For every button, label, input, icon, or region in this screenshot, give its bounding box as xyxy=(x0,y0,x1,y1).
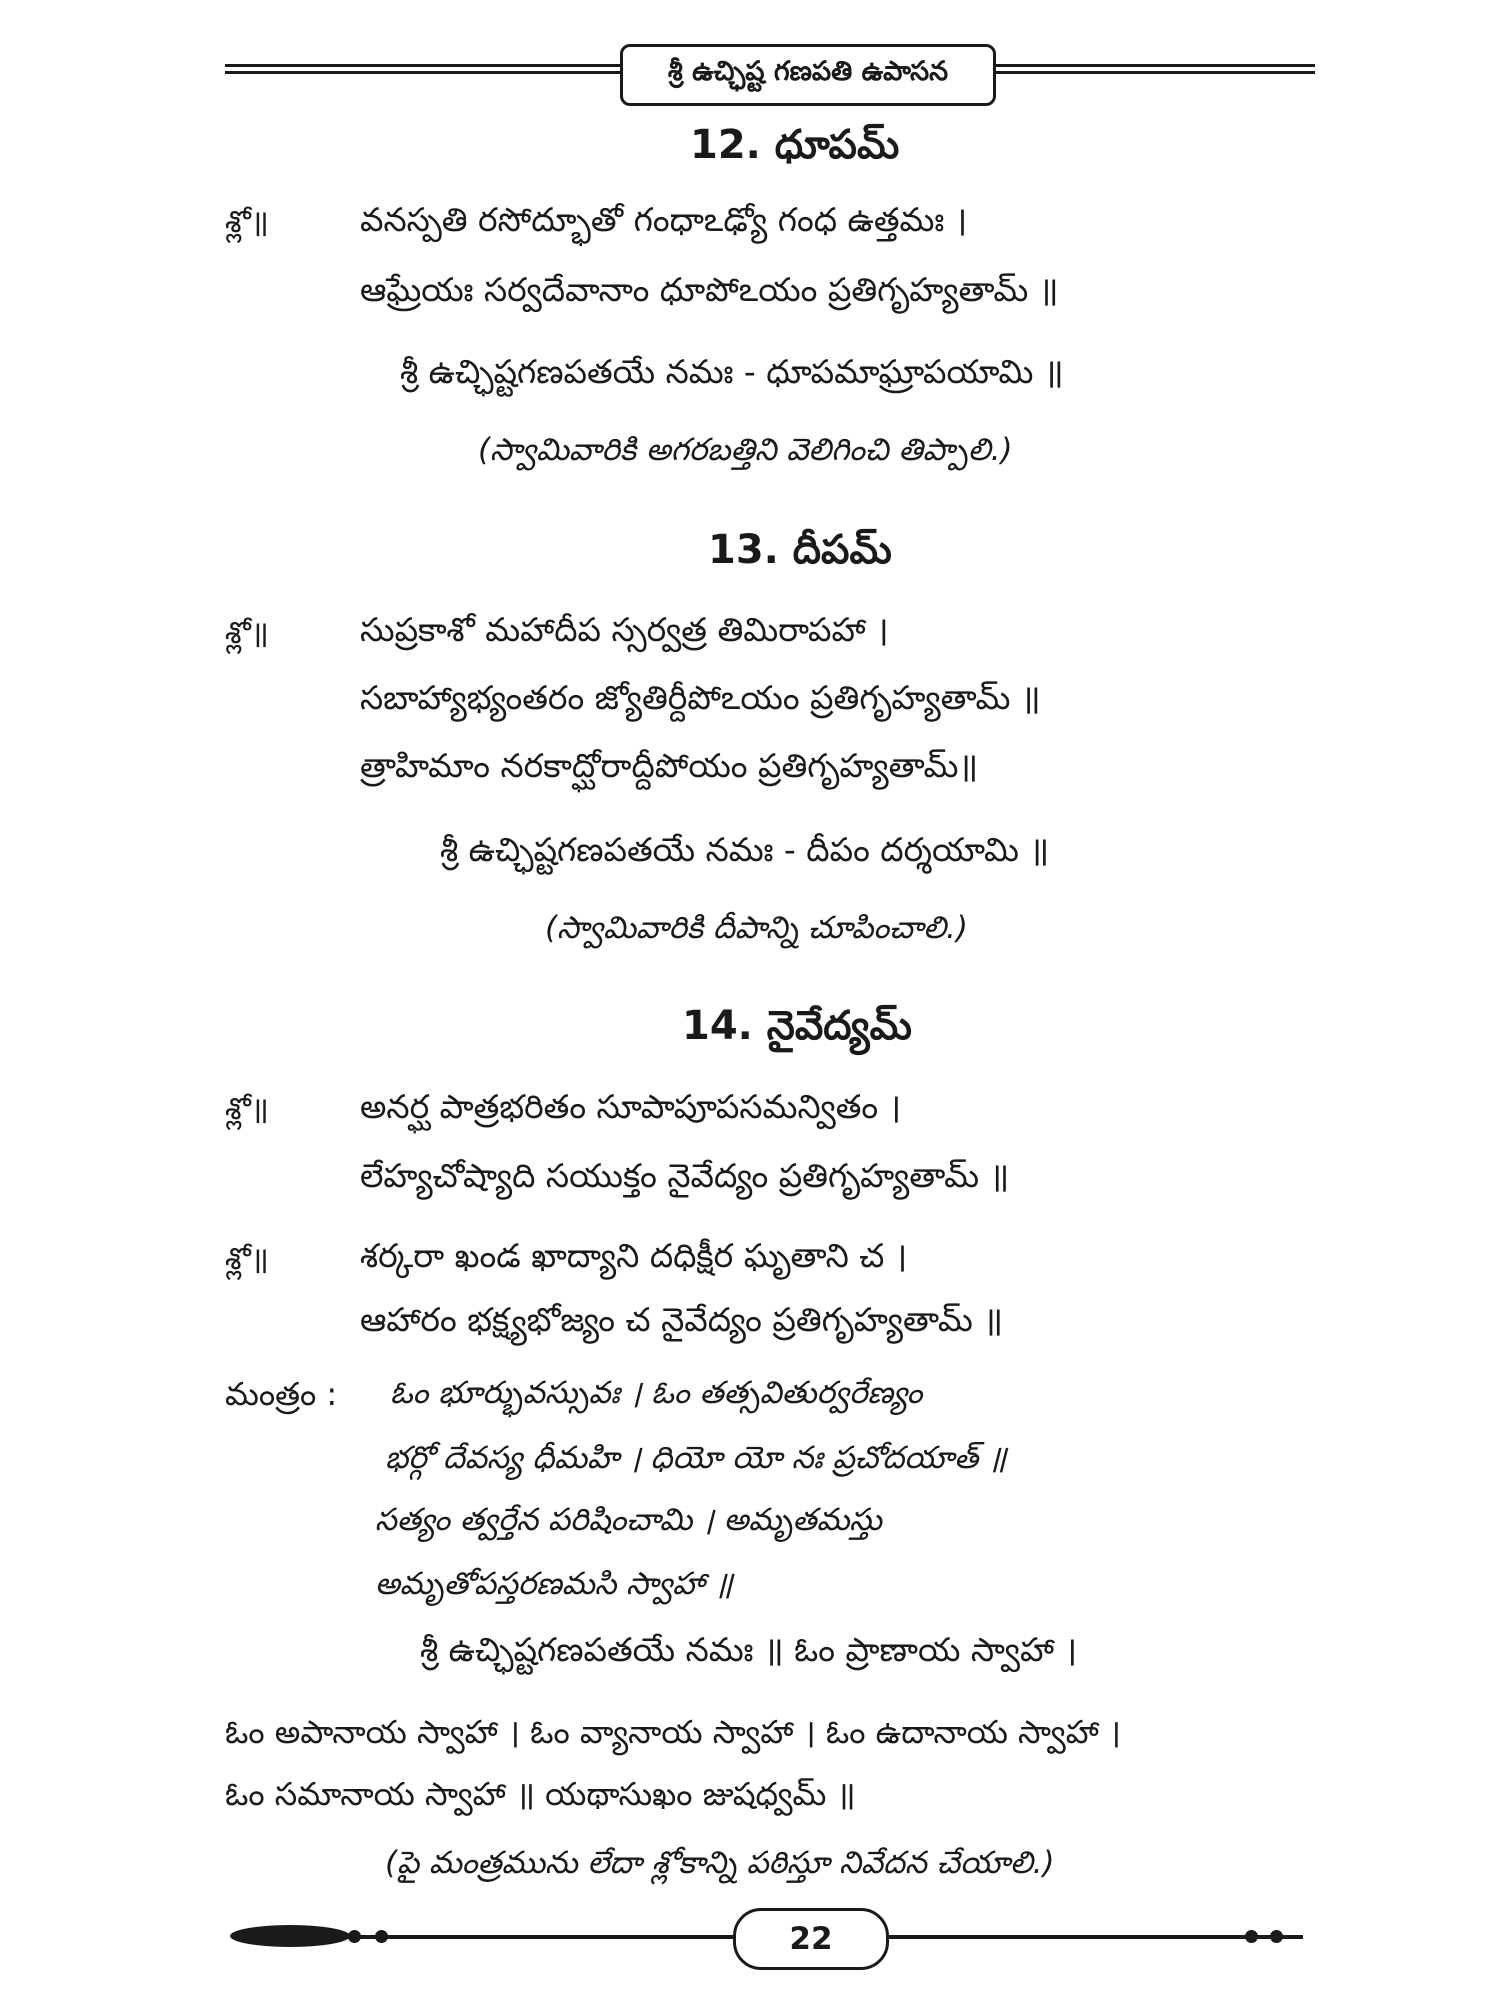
verse-line: ఆహారం భక్ష్యభోజ్యం చ నైవేద్యం ప్రతిగృహ్యతామ్ ॥ xyxy=(360,1300,1004,1339)
namah-line: శ్రీ ఉచ్ఛిష్టగణపతయే నమః - ధూపమాఘ్రాపయామి ॥ xyxy=(400,352,1064,391)
mantra-line: సత్యం త్వర్తేన పరిషించామి । అమృతమస్తు xyxy=(375,1502,882,1538)
instruction-note: (పై మంత్రమును లేదా శ్లోకాన్ని పఠిస్తూ నివేదన చేయాలి.) xyxy=(385,1845,1055,1881)
namah-line: శ్రీ ఉచ్ఛిష్టగణపతయే నమః - దీపం దర్శయామి ॥ xyxy=(440,830,1050,869)
mantra-line: ఓం భూర్భువస్సువః । ఓం తత్సవితుర్వరేణ్యం xyxy=(390,1375,923,1411)
shloka-mark: శ్లో॥ xyxy=(225,616,269,651)
footer-dot xyxy=(348,1930,361,1943)
page-number: 22 xyxy=(789,1921,833,1957)
footer-rule-right xyxy=(883,1935,1303,1939)
mantra-label: మంత్రం : xyxy=(225,1375,338,1413)
shloka-mark: శ్లో॥ xyxy=(225,1242,269,1277)
shloka-mark: శ్లో॥ xyxy=(225,1092,269,1127)
prana-line: ఓం సమానాయ స్వాహా ॥ యథాసుఖం జుషధ్వమ్ ॥ xyxy=(225,1775,856,1813)
prana-line: ఓం అపానాయ స్వాహా । ఓం వ్యానాయ స్వాహా । ఓం ఉదానాయ స్వాహా । xyxy=(225,1713,1122,1751)
shloka-mark: శ్లో॥ xyxy=(225,205,269,240)
instruction-note: (స్వామివారికి అగరబత్తిని వెలిగించి తిప్పాలి.) xyxy=(478,432,1013,468)
footer-rule-left xyxy=(330,1935,733,1939)
instruction-note: (స్వామివారికి దీపాన్ని చూపించాలి.) xyxy=(545,910,968,946)
footer-dot xyxy=(375,1930,388,1943)
namah-line: శ్రీ ఉచ్ఛిష్టగణపతయే నమః ॥ ఓం ప్రాణాయ స్వాహా । xyxy=(420,1630,1078,1669)
verse-line: ఆఘ్రేయః సర్వదేవానాం ధూపోఽయం ప్రతిగృహ్యతామ్ ॥ xyxy=(360,270,1059,309)
verse-line: అనర్ఘ పాత్రభరితం సూపాపూపసమన్వితం । xyxy=(360,1087,902,1126)
mantra-line: భర్గో దేవస్య ధీమహి । ధియో యో నః ప్రచోదయాత్ ॥ xyxy=(385,1440,1007,1476)
verse-line: శర్కరా ఖండ ఖాద్యాని దధిక్షీర ఘృతాని చ । xyxy=(360,1236,908,1275)
header-rule-right xyxy=(990,64,1315,78)
mantra-line: అమృతోపస్తరణమసి స్వాహా ॥ xyxy=(375,1566,733,1602)
section-heading-dhupam: 12. ధూపమ్ xyxy=(690,122,900,168)
verse-line: వనస్పతి రసోద్భూతో గంధాఽఢ్యో గంధ ఉత్తమః । xyxy=(360,200,968,239)
verse-line: సబాహ్యాభ్యంతరం జ్యోతిర్దీపోఽయం ప్రతిగృహ్యతామ్ ॥ xyxy=(360,678,1041,717)
footer-dot xyxy=(1270,1930,1283,1943)
verse-line: సుప్రకాశో మహాదీప స్సర్వత్ర తిమిరాపహా । xyxy=(360,610,889,649)
section-heading-deepam: 13. దీపమ్ xyxy=(708,527,892,573)
footer-dot xyxy=(1245,1930,1258,1943)
running-header xyxy=(620,44,996,106)
verse-line: లేహ్యచోష్యాది సయుక్తం నైవేద్యం ప్రతిగృహ్యతామ్ ॥ xyxy=(360,1156,1010,1195)
page-number-badge xyxy=(733,1908,889,1970)
header-rule-left xyxy=(225,64,620,78)
verse-line: త్రాహిమాం నరకాద్ఘోరాద్దీపోయం ప్రతిగృహ్యతామ్॥ xyxy=(360,746,979,785)
running-header-title: శ్రీ ఉచ్ఛిష్ట గణపతి ఉపాసన xyxy=(667,56,949,87)
section-heading-naivedyam: 14. నైవేద్యమ్ xyxy=(682,1003,912,1049)
